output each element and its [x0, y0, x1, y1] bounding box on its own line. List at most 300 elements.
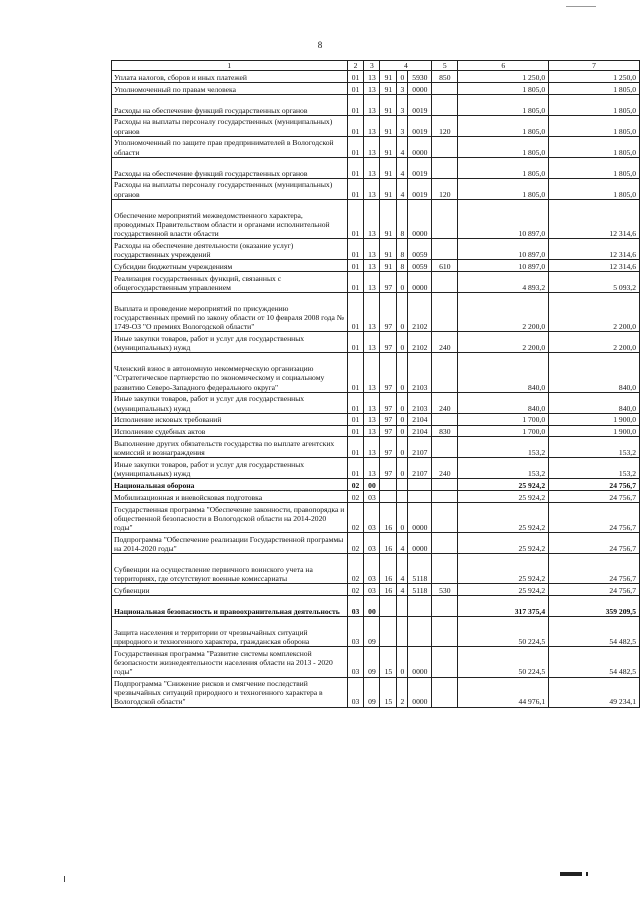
- subprogram-code: 0: [397, 458, 408, 479]
- table-row: [112, 533, 640, 554]
- amount-year-2: 359 209,5: [549, 596, 640, 617]
- subprogram-code: 8: [397, 260, 408, 272]
- expense-type-code: [432, 491, 458, 503]
- row-name: Субсидии бюджетным учреждениям: [112, 260, 348, 272]
- subprogram-code: 3: [397, 94, 408, 115]
- scan-mark: [586, 872, 588, 876]
- subprogram-code: 0: [397, 502, 408, 532]
- header-cell: 6: [458, 61, 549, 71]
- program-code: 16: [380, 584, 397, 596]
- subprogram-code: [397, 617, 408, 647]
- section-code: 03: [347, 596, 364, 617]
- row-name: Национальная оборона: [112, 479, 348, 491]
- budget-table: [111, 60, 640, 708]
- amount-year-2: 5 093,2: [549, 271, 640, 292]
- program-code: 97: [380, 271, 397, 292]
- amount-year-2: 840,0: [549, 353, 640, 392]
- table-row: [112, 239, 640, 260]
- subsection-code: 13: [364, 392, 380, 413]
- subprogram-code: 0: [397, 413, 408, 425]
- table-row: [112, 413, 640, 425]
- table-row: [112, 292, 640, 331]
- subprogram-code: 8: [397, 199, 408, 238]
- expense-type-code: [432, 83, 458, 95]
- expense-type-code: [432, 292, 458, 331]
- header-cell: 4: [380, 61, 432, 71]
- section-code: 03: [347, 617, 364, 647]
- section-code: 01: [347, 71, 364, 83]
- subprogram-code: 4: [397, 178, 408, 199]
- row-name: Расходы на обеспечение функций государственных органов: [112, 94, 348, 115]
- amount-year-2: 12 314,6: [549, 239, 640, 260]
- table-row: [112, 392, 640, 413]
- direction-code: 2107: [408, 458, 432, 479]
- expense-type-code: [432, 136, 458, 157]
- expense-type-code: [432, 554, 458, 584]
- program-code: 91: [380, 260, 397, 272]
- row-name: Уполномоченный по защите прав предпринимателей в Вологодской области: [112, 136, 348, 157]
- program-code: [380, 491, 397, 503]
- expense-type-code: [432, 502, 458, 532]
- table-row: [112, 479, 640, 491]
- direction-code: 0019: [408, 157, 432, 178]
- subsection-code: 13: [364, 353, 380, 392]
- subsection-code: 13: [364, 136, 380, 157]
- amount-year-2: 24 756,7: [549, 502, 640, 532]
- section-code: 01: [347, 178, 364, 199]
- section-code: 01: [347, 136, 364, 157]
- expense-type-code: [432, 437, 458, 458]
- row-name: Иные закупки товаров, работ и услуг для государственных (муниципальных) нужд: [112, 332, 348, 353]
- table-row: [112, 425, 640, 437]
- amount-year-2: 24 756,7: [549, 533, 640, 554]
- section-code: 01: [347, 83, 364, 95]
- amount-year-2: 24 756,7: [549, 479, 640, 491]
- amount-year-2: 2 200,0: [549, 292, 640, 331]
- row-name: Расходы на выплаты персоналу государственных (муниципальных) органов: [112, 178, 348, 199]
- direction-code: 0000: [408, 677, 432, 707]
- amount-year-2: 2 200,0: [549, 332, 640, 353]
- program-code: 97: [380, 392, 397, 413]
- row-name: Уполномоченный по правам человека: [112, 83, 348, 95]
- amount-year-1: 50 224,5: [458, 617, 549, 647]
- amount-year-1: 25 924,2: [458, 491, 549, 503]
- expense-type-code: [432, 533, 458, 554]
- section-code: 02: [347, 491, 364, 503]
- section-code: 01: [347, 353, 364, 392]
- expense-type-code: 240: [432, 458, 458, 479]
- amount-year-2: 1 805,0: [549, 83, 640, 95]
- row-name: Иные закупки товаров, работ и услуг для государственных (муниципальных) нужд: [112, 392, 348, 413]
- direction-code: [408, 596, 432, 617]
- subprogram-code: 0: [397, 271, 408, 292]
- amount-year-1: 1 805,0: [458, 136, 549, 157]
- program-code: 15: [380, 677, 397, 707]
- amount-year-1: 25 924,2: [458, 502, 549, 532]
- direction-code: 0000: [408, 533, 432, 554]
- table-row: [112, 83, 640, 95]
- amount-year-1: 153,2: [458, 458, 549, 479]
- subprogram-code: 8: [397, 239, 408, 260]
- table-row: [112, 647, 640, 677]
- subsection-code: 03: [364, 491, 380, 503]
- amount-year-1: 25 924,2: [458, 533, 549, 554]
- expense-type-code: 120: [432, 178, 458, 199]
- amount-year-2: 49 234,1: [549, 677, 640, 707]
- program-code: 97: [380, 425, 397, 437]
- expense-type-code: [432, 596, 458, 617]
- expense-type-code: [432, 199, 458, 238]
- direction-code: 0019: [408, 94, 432, 115]
- row-name: Подпрограмма "Снижение рисков и смягчение последствий чрезвычайных ситуаций природного и техногенного характера в Вологодской области": [112, 677, 348, 707]
- program-code: 91: [380, 71, 397, 83]
- expense-type-code: [432, 94, 458, 115]
- subsection-code: 00: [364, 596, 380, 617]
- subprogram-code: 3: [397, 115, 408, 136]
- direction-code: 5118: [408, 554, 432, 584]
- expense-type-code: 240: [432, 392, 458, 413]
- expense-type-code: 850: [432, 71, 458, 83]
- section-code: 02: [347, 533, 364, 554]
- row-name: Субвенции на осуществление первичного воинского учета на территориях, где отсутствуют военные комиссариаты: [112, 554, 348, 584]
- subsection-code: 03: [364, 584, 380, 596]
- subsection-code: 13: [364, 83, 380, 95]
- page-number: 8: [317, 40, 323, 50]
- section-code: 01: [347, 458, 364, 479]
- row-name: Защита населения и территории от чрезвычайных ситуаций природного и техногенного характера, гражданская оборона: [112, 617, 348, 647]
- amount-year-1: 1 805,0: [458, 115, 549, 136]
- direction-code: 0019: [408, 115, 432, 136]
- row-name: Расходы на выплаты персоналу государственных (муниципальных) органов: [112, 115, 348, 136]
- section-code: 02: [347, 479, 364, 491]
- program-code: 16: [380, 502, 397, 532]
- section-code: 01: [347, 413, 364, 425]
- table-row: [112, 157, 640, 178]
- subsection-code: 13: [364, 437, 380, 458]
- amount-year-1: 1 700,0: [458, 425, 549, 437]
- subprogram-code: 4: [397, 136, 408, 157]
- table-row: [112, 178, 640, 199]
- table-row: [112, 458, 640, 479]
- expense-type-code: 240: [432, 332, 458, 353]
- subsection-code: 13: [364, 115, 380, 136]
- amount-year-2: 1 805,0: [549, 115, 640, 136]
- program-code: 97: [380, 353, 397, 392]
- subsection-code: 13: [364, 178, 380, 199]
- expense-type-code: [432, 479, 458, 491]
- expense-type-code: [432, 353, 458, 392]
- direction-code: 2103: [408, 392, 432, 413]
- amount-year-2: 12 314,6: [549, 199, 640, 238]
- subsection-code: 13: [364, 332, 380, 353]
- expense-type-code: 120: [432, 115, 458, 136]
- header-cell: 3: [364, 61, 380, 71]
- row-name: Реализация государственных функций, связанных с общегосударственным управлением: [112, 271, 348, 292]
- subsection-code: 09: [364, 677, 380, 707]
- amount-year-1: 1 700,0: [458, 413, 549, 425]
- subprogram-code: 0: [397, 647, 408, 677]
- program-code: 97: [380, 458, 397, 479]
- table-header-row: [112, 61, 640, 71]
- program-code: [380, 596, 397, 617]
- amount-year-2: 24 756,7: [549, 554, 640, 584]
- program-code: [380, 479, 397, 491]
- section-code: 01: [347, 425, 364, 437]
- table-row: [112, 596, 640, 617]
- section-code: 01: [347, 392, 364, 413]
- subsection-code: 13: [364, 260, 380, 272]
- amount-year-1: 50 224,5: [458, 647, 549, 677]
- row-name: Членский взнос в автономную некоммерческую организацию "Стратегическое партнерство по экономическому и социальному развитию Северо-Западного федерального округа": [112, 353, 348, 392]
- table-row: [112, 271, 640, 292]
- table-row: [112, 332, 640, 353]
- subsection-code: 13: [364, 271, 380, 292]
- subsection-code: 13: [364, 94, 380, 115]
- section-code: 01: [347, 332, 364, 353]
- program-code: 91: [380, 157, 397, 178]
- direction-code: 2102: [408, 292, 432, 331]
- table-row: [112, 353, 640, 392]
- amount-year-2: 1 250,0: [549, 71, 640, 83]
- direction-code: [408, 617, 432, 647]
- program-code: 16: [380, 533, 397, 554]
- table-row: [112, 554, 640, 584]
- direction-code: 0000: [408, 136, 432, 157]
- direction-code: 2104: [408, 413, 432, 425]
- section-code: 03: [347, 677, 364, 707]
- subsection-code: 13: [364, 239, 380, 260]
- subprogram-code: 4: [397, 554, 408, 584]
- direction-code: 0000: [408, 271, 432, 292]
- scan-mark: [64, 876, 65, 882]
- row-name: Расходы на обеспечение деятельности (оказание услуг) государственных учреждений: [112, 239, 348, 260]
- amount-year-2: 1 805,0: [549, 157, 640, 178]
- row-name: Государственная программа "Обеспечение законности, правопорядка и общественной безопасности в Вологодской области на 2014-2020 годы": [112, 502, 348, 532]
- section-code: 03: [347, 647, 364, 677]
- row-name: Уплата налогов, сборов и иных платежей: [112, 71, 348, 83]
- amount-year-2: 54 482,5: [549, 617, 640, 647]
- amount-year-1: 1 250,0: [458, 71, 549, 83]
- direction-code: 0000: [408, 647, 432, 677]
- row-name: Субвенции: [112, 584, 348, 596]
- header-cell: 5: [432, 61, 458, 71]
- expense-type-code: [432, 677, 458, 707]
- subsection-code: 09: [364, 647, 380, 677]
- row-name: Мобилизационная и вневойсковая подготовка: [112, 491, 348, 503]
- amount-year-1: 840,0: [458, 392, 549, 413]
- scan-mark: [560, 872, 582, 876]
- row-name: Обеспечение мероприятий межведомственного характера, проводимых Правительством области и органами исполнительной государственной власти области: [112, 199, 348, 238]
- subsection-code: 13: [364, 413, 380, 425]
- row-name: Государственная программа "Развитие системы комплексной безопасности жизнедеятельности населения области на 2013 - 2020 годы": [112, 647, 348, 677]
- program-code: 97: [380, 332, 397, 353]
- subsection-code: 13: [364, 199, 380, 238]
- row-name: Исполнение судебных актов: [112, 425, 348, 437]
- direction-code: 2104: [408, 425, 432, 437]
- amount-year-1: 153,2: [458, 437, 549, 458]
- direction-code: 0019: [408, 178, 432, 199]
- program-code: 91: [380, 239, 397, 260]
- row-name: Иные закупки товаров, работ и услуг для государственных (муниципальных) нужд: [112, 458, 348, 479]
- program-code: 91: [380, 83, 397, 95]
- direction-code: 5930: [408, 71, 432, 83]
- subprogram-code: 2: [397, 677, 408, 707]
- amount-year-2: 1 900,0: [549, 425, 640, 437]
- section-code: 01: [347, 94, 364, 115]
- amount-year-2: 1 805,0: [549, 136, 640, 157]
- subprogram-code: 0: [397, 292, 408, 331]
- table-row: [112, 199, 640, 238]
- table-row: [112, 136, 640, 157]
- subsection-code: 03: [364, 554, 380, 584]
- subsection-code: 03: [364, 502, 380, 532]
- subsection-code: 13: [364, 292, 380, 331]
- program-code: 91: [380, 199, 397, 238]
- table-row: [112, 617, 640, 647]
- subprogram-code: 0: [397, 437, 408, 458]
- section-code: 01: [347, 271, 364, 292]
- subprogram-code: [397, 479, 408, 491]
- expense-type-code: [432, 239, 458, 260]
- header-cell: 2: [347, 61, 364, 71]
- direction-code: [408, 479, 432, 491]
- header-cell: 7: [549, 61, 640, 71]
- subsection-code: 09: [364, 617, 380, 647]
- amount-year-1: 10 897,0: [458, 239, 549, 260]
- direction-code: 0000: [408, 83, 432, 95]
- direction-code: 0000: [408, 199, 432, 238]
- program-code: 91: [380, 178, 397, 199]
- expense-type-code: [432, 271, 458, 292]
- subsection-code: 13: [364, 71, 380, 83]
- row-name: Подпрограмма "Обеспечение реализации Государственной программы на 2014-2020 годы": [112, 533, 348, 554]
- program-code: [380, 617, 397, 647]
- direction-code: 2107: [408, 437, 432, 458]
- amount-year-1: 25 924,2: [458, 479, 549, 491]
- row-name: Исполнение исковых требований: [112, 413, 348, 425]
- subprogram-code: 4: [397, 157, 408, 178]
- amount-year-1: 317 375,4: [458, 596, 549, 617]
- section-code: 01: [347, 115, 364, 136]
- subsection-code: 03: [364, 533, 380, 554]
- subprogram-code: 4: [397, 584, 408, 596]
- program-code: 91: [380, 94, 397, 115]
- direction-code: 0000: [408, 502, 432, 532]
- program-code: 91: [380, 115, 397, 136]
- table-row: [112, 115, 640, 136]
- amount-year-2: 153,2: [549, 458, 640, 479]
- amount-year-1: 1 805,0: [458, 178, 549, 199]
- amount-year-1: 25 924,2: [458, 554, 549, 584]
- row-name: Расходы на обеспечение функций государственных органов: [112, 157, 348, 178]
- section-code: 01: [347, 239, 364, 260]
- expense-type-code: [432, 617, 458, 647]
- subprogram-code: 4: [397, 533, 408, 554]
- table-row: [112, 584, 640, 596]
- amount-year-1: 10 897,0: [458, 260, 549, 272]
- direction-code: 2103: [408, 353, 432, 392]
- amount-year-1: 2 200,0: [458, 292, 549, 331]
- table-row: [112, 502, 640, 532]
- subprogram-code: [397, 491, 408, 503]
- program-code: 97: [380, 292, 397, 331]
- section-code: 02: [347, 502, 364, 532]
- program-code: 16: [380, 554, 397, 584]
- section-code: 01: [347, 157, 364, 178]
- row-name: Выплата и проведение мероприятий по присуждению государственных премий по закону области от 10 февраля 2008 года № 1749-ОЗ "О премиях Вологодской области": [112, 292, 348, 331]
- amount-year-2: 840,0: [549, 392, 640, 413]
- amount-year-2: 1 805,0: [549, 94, 640, 115]
- amount-year-2: 1 900,0: [549, 413, 640, 425]
- direction-code: 2102: [408, 332, 432, 353]
- subprogram-code: [397, 596, 408, 617]
- expense-type-code: 830: [432, 425, 458, 437]
- direction-code: [408, 491, 432, 503]
- section-code: 01: [347, 292, 364, 331]
- amount-year-1: 25 924,2: [458, 584, 549, 596]
- program-code: 15: [380, 647, 397, 677]
- expense-type-code: [432, 647, 458, 677]
- section-code: 01: [347, 199, 364, 238]
- amount-year-1: 1 805,0: [458, 94, 549, 115]
- amount-year-2: 1 805,0: [549, 178, 640, 199]
- row-name: Выполнение других обязательств государства по выплате агентских комиссий и вознаграждения: [112, 437, 348, 458]
- subprogram-code: 0: [397, 71, 408, 83]
- amount-year-1: 10 897,0: [458, 199, 549, 238]
- subprogram-code: 0: [397, 332, 408, 353]
- table-row: [112, 437, 640, 458]
- table-row: [112, 677, 640, 707]
- expense-type-code: 610: [432, 260, 458, 272]
- subsection-code: 00: [364, 479, 380, 491]
- amount-year-1: 1 805,0: [458, 83, 549, 95]
- expense-type-code: [432, 157, 458, 178]
- subprogram-code: 0: [397, 353, 408, 392]
- section-code: 02: [347, 584, 364, 596]
- program-code: 97: [380, 437, 397, 458]
- amount-year-1: 4 893,2: [458, 271, 549, 292]
- direction-code: 0059: [408, 239, 432, 260]
- direction-code: 0059: [408, 260, 432, 272]
- amount-year-2: 12 314,6: [549, 260, 640, 272]
- row-name: Национальная безопасность и правоохранительная деятельность: [112, 596, 348, 617]
- program-code: 91: [380, 136, 397, 157]
- program-code: 97: [380, 413, 397, 425]
- amount-year-1: 840,0: [458, 353, 549, 392]
- subsection-code: 13: [364, 157, 380, 178]
- expense-type-code: [432, 413, 458, 425]
- section-code: 02: [347, 554, 364, 584]
- table-row: [112, 71, 640, 83]
- section-code: 01: [347, 437, 364, 458]
- amount-year-2: 24 756,7: [549, 491, 640, 503]
- table-row: [112, 491, 640, 503]
- amount-year-2: 54 482,5: [549, 647, 640, 677]
- subprogram-code: 0: [397, 425, 408, 437]
- expense-type-code: 530: [432, 584, 458, 596]
- amount-year-1: 44 976,1: [458, 677, 549, 707]
- subsection-code: 13: [364, 425, 380, 437]
- section-code: 01: [347, 260, 364, 272]
- direction-code: 5118: [408, 584, 432, 596]
- table-row: [112, 260, 640, 272]
- header-cell: 1: [112, 61, 348, 71]
- amount-year-2: 24 756,7: [549, 584, 640, 596]
- subprogram-code: 3: [397, 83, 408, 95]
- subprogram-code: 0: [397, 392, 408, 413]
- amount-year-1: 1 805,0: [458, 157, 549, 178]
- table-row: [112, 94, 640, 115]
